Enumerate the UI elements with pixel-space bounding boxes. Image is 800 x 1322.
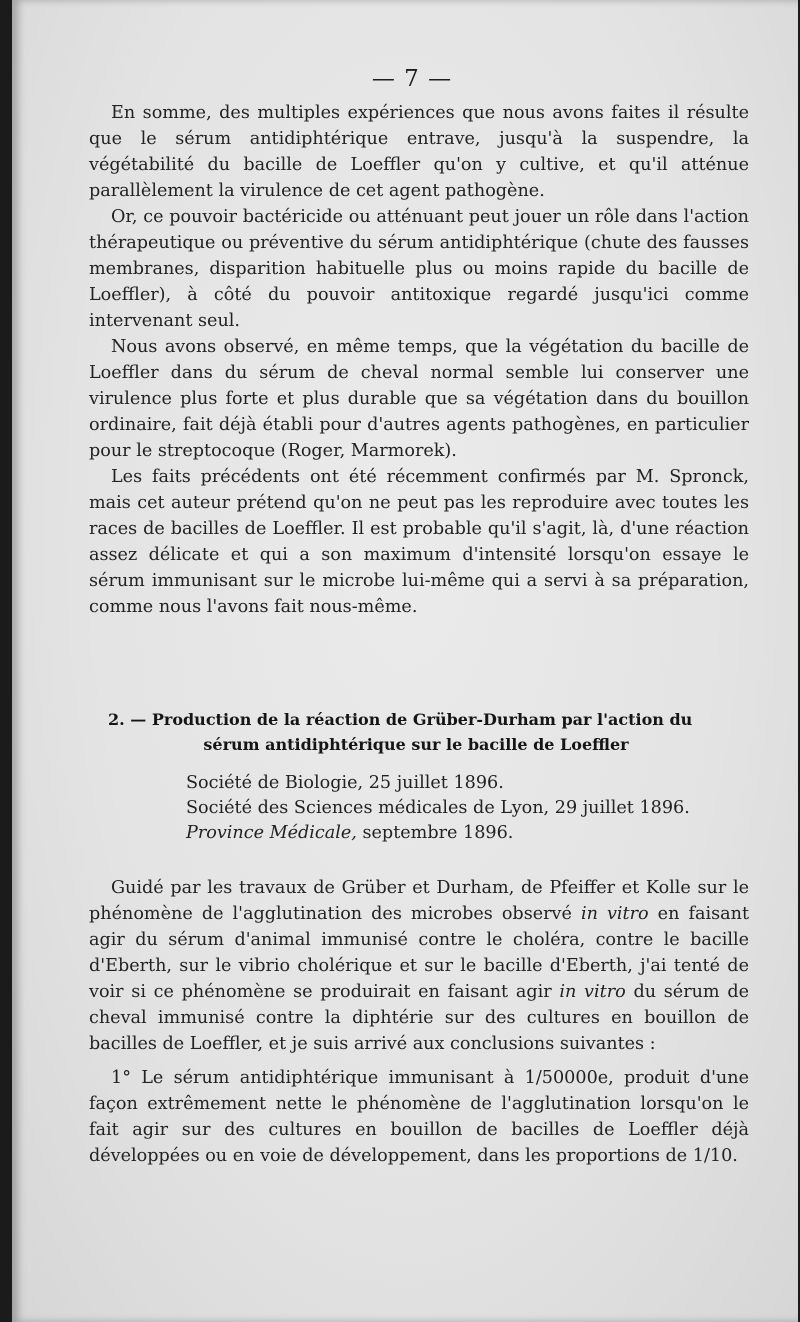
- bottom-text-block: [89, 875, 749, 1169]
- page-number: — 7 —: [371, 66, 453, 92]
- conclusion-1: 1° Le sérum antidiphtérique immunisant à 1/50000e, produit d'une façon extrêmement nette le phénomène de l'agglutination lorsqu'on le fait agir sur des cultures en bouillon de bacilles de Loeffler déjà développées ou en voie de développement, dans les proportions de 1/10.: [89, 1068, 749, 1166]
- reference-lyon: Société des Sciences médicales de Lyon, 29 juillet 1896.: [186, 798, 690, 818]
- paragraph-spronck: Les faits précédents ont été récemment confirmés par M. Spronck, mais cet auteur prétend qu'on ne peut pas les reproduire avec toutes les races de bacilles de Loeffler. Il est probable qu'il s'agit, là, d'une réaction assez délicate et qui a son maximum d'intensité lorsqu'on essaye le sérum immunisant sur le microbe lui-même qui a servi à sa préparation, comme nous l'avons fait nous-même.: [89, 467, 749, 617]
- paragraph-bactericidal-power: Or, ce pouvoir bactéricide ou atténuant peut jouer un rôle dans l'action thérapeutique ou préventive du sérum antidiphtérique (chute des fausses membranes, disparition habituelle plus ou moins rapide du bacille de Loeffler), à côté du pouvoir antitoxique regardé jusqu'ici comme intervenant seul.: [89, 207, 749, 331]
- journal-title: Province Médicale,: [186, 823, 357, 843]
- book-page: [12, 0, 798, 1322]
- guide-text-1: Guidé par les travaux de Grüber et Durham, de Pfeiffer et Kolle sur le phénomène de l'agglutination des microbes observé: [89, 878, 749, 924]
- in-vitro-term: in vitro: [580, 904, 649, 924]
- paragraph-summary: En somme, des multiples expériences que nous avons faites il résulte que le sérum antidiphtérique entrave, jusqu'à la suspendre, la végétabilité du bacille de Loeffler qu'on y cultive, et qu'il atténue parallèlement la virulence de cet agent pathogène.: [89, 103, 749, 201]
- section-title-line-2: sérum antidiphtérique sur le bacille de Loeffler: [203, 735, 629, 754]
- reference-biologie: Société de Biologie, 25 juillet 1896.: [186, 773, 504, 793]
- guide-text-3: du sérum de cheval immunisé contre la diphtérie sur des cultures en bouillon de bacilles de Loeffler, et je suis arrivé aux conclusions suivantes :: [89, 982, 750, 1054]
- section-heading: [108, 707, 748, 757]
- guide-text-2: en faisant agir du sérum d'animal immunisé contre le choléra, contre le bacille d'Eberth, sur le vibrio cholérique et sur le bacille d'Eberth, j'ai tenté de voir si ce phénomène se produirait en faisant agir: [89, 904, 750, 1002]
- section-title-line-1: Production de la réaction de Grüber-Durham par l'action du: [151, 710, 693, 729]
- paragraph-normal-serum: Nous avons observé, en même temps, que la végétation du bacille de Loeffler dans du sérum de cheval normal semble lui conserver une virulence plus forte et plus durable que sa végétation dans du bouillon ordinaire, fait déjà établi pour d'autres agents pathogènes, en particulier pour le streptocoque (Roger, Marmorek).: [89, 337, 749, 461]
- reference-date: septembre 1896.: [362, 823, 514, 843]
- paragraph-guide: [89, 875, 749, 1057]
- reference-province-medicale: [186, 821, 746, 846]
- top-text-block: [89, 100, 749, 620]
- publication-references: [186, 771, 746, 846]
- in-vitro-term: in vitro: [559, 982, 626, 1002]
- section-number: 2. —: [108, 710, 147, 729]
